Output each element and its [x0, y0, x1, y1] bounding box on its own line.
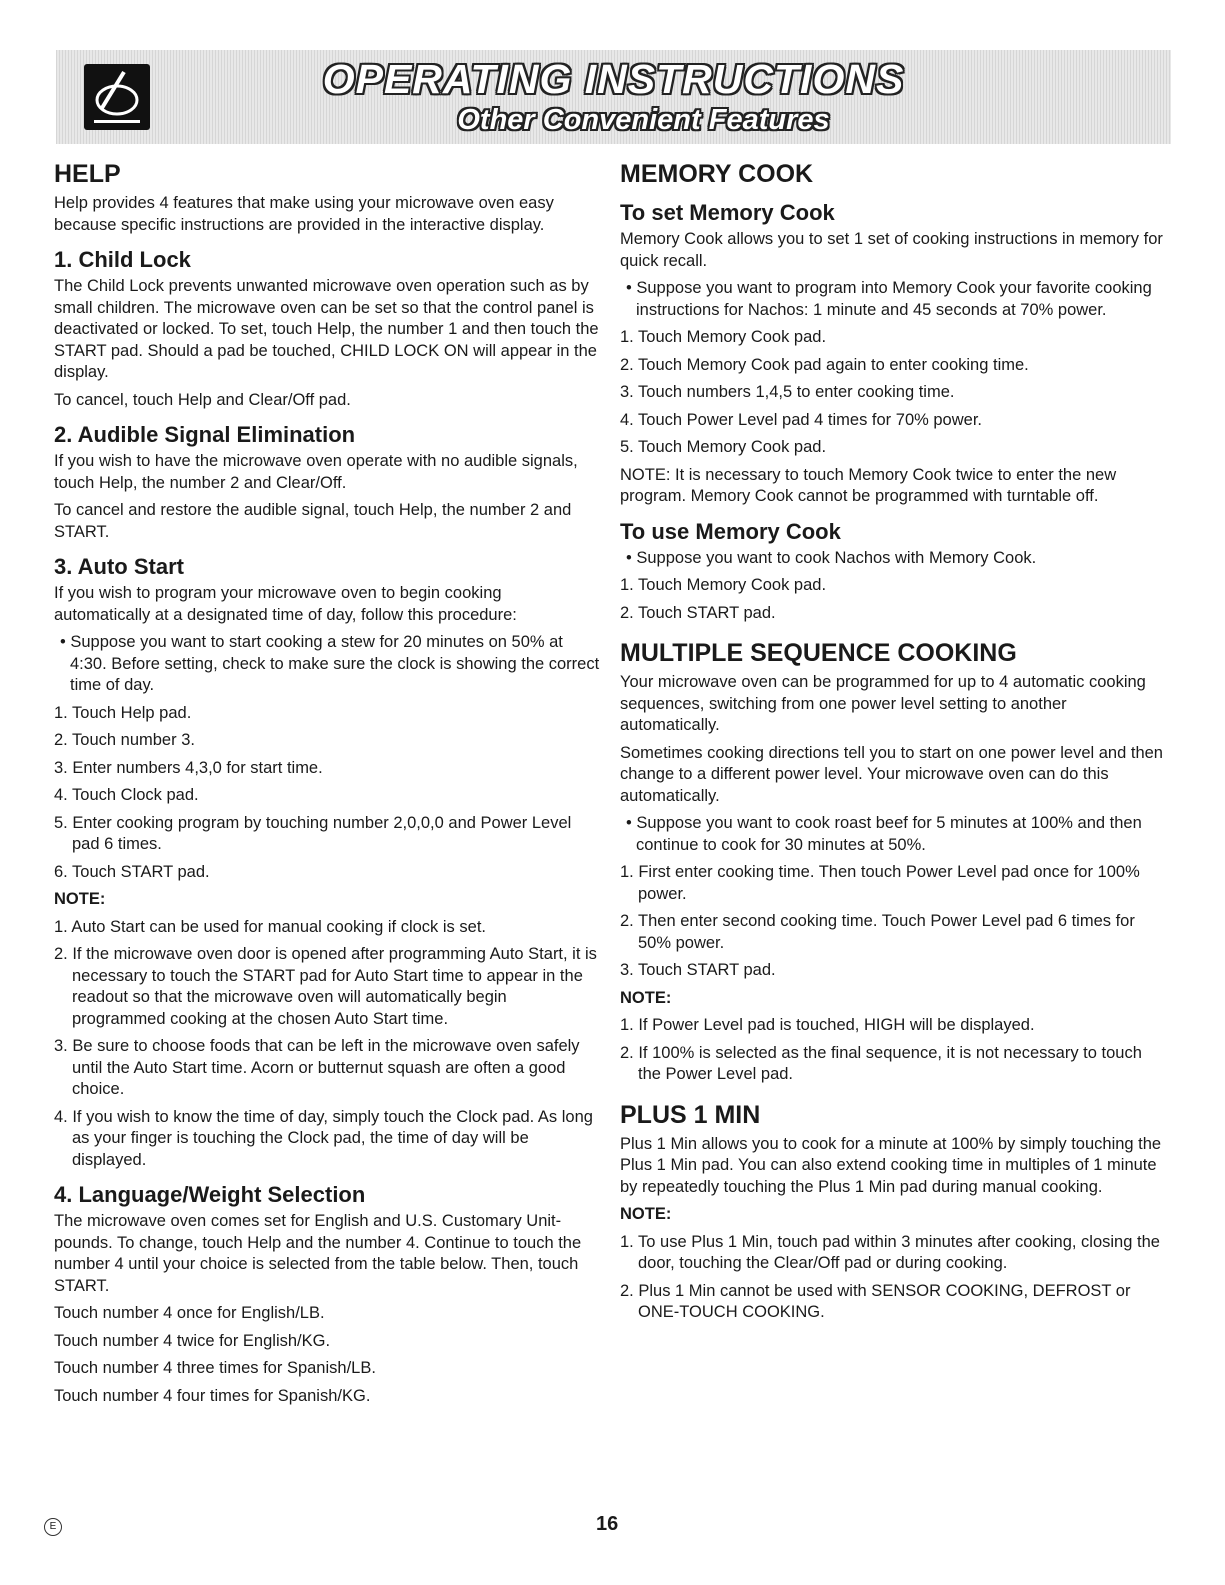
page-number: 16 — [596, 1513, 619, 1535]
set-memory-example: • Suppose you want to program into Memory Cook your favorite cooking instructions for Nachos: 1 minute and 45 seconds at 70% power. — [626, 279, 1152, 319]
child-lock-heading: 1. Child Lock — [54, 247, 191, 272]
multiple-sequence-heading: MULTIPLE SEQUENCE COOKING — [620, 639, 1017, 667]
list-item: 5. Enter cooking program by touching number 2,0,0,0 and Power Level pad 6 times. — [54, 813, 572, 853]
note-label: NOTE: — [54, 890, 106, 908]
list-item: Touch number 4 four times for Spanish/KG. — [54, 1386, 371, 1405]
list-item: 2. If the microwave oven door is opened after programming Auto Start, it is necessary to touch the START pad for Auto Start time to appear in the readout so that the microwave oven will automatically begin programmed cooking at the chosen Auto Start time. — [54, 945, 597, 1028]
audible-cancel: To cancel and restore the audible signal, touch Help, the number 2 and START. — [54, 501, 572, 541]
language-mark-icon: E — [44, 1518, 62, 1536]
list-item: 2. Touch START pad. — [620, 603, 776, 622]
auto-start-intro: If you wish to program your microwave oven to begin cooking automatically at a designated time of day, follow this procedure: — [54, 584, 517, 624]
child-lock-text: The Child Lock prevents unwanted microwave oven operation such as by small children. The microwave oven can be set so that the control panel is deactivated or locked. To set, touch Help, the number 1 and then touch the START pad. Should a pad be touched, CHILD LOCK ON will appear in the display. — [54, 277, 599, 381]
help-heading: HELP — [54, 160, 121, 188]
use-memory-example: • Suppose you want to cook Nachos with Memory Cook. — [626, 548, 1037, 567]
audible-heading: 2. Audible Signal Elimination — [54, 422, 356, 447]
list-item: 5. Touch Memory Cook pad. — [620, 438, 827, 456]
multiple-sequence-example: • Suppose you want to cook roast beef for 5 minutes at 100% and then continue to cook for 30 minutes at 50%. — [626, 814, 1142, 854]
list-item: 4. If you wish to know the time of day, simply touch the Clock pad. As long as your finger is touching the Clock pad, the time of day will be displayed. — [54, 1107, 593, 1169]
list-item: 1. Touch Memory Cook pad. — [620, 328, 827, 346]
list-item: Touch number 4 twice for English/KG. — [54, 1331, 331, 1350]
list-item: 1. Auto Start can be used for manual cooking if clock is set. — [54, 917, 486, 936]
help-intro: Help provides 4 features that make using your microwave oven easy because specific instructions are provided in the interactive display. — [54, 194, 554, 234]
list-item: 3. Enter numbers 4,3,0 for start time. — [54, 758, 323, 777]
page-title: OPERATING INSTRUCTIONS — [322, 56, 905, 102]
audible-text: If you wish to have the microwave oven operate with no audible signals, touch Help, the number 2 and Clear/Off. — [54, 452, 578, 492]
multiple-sequence-text-2: Sometimes cooking directions tell you to start on one power level and then change to a different power level. Your microwave oven can do this automatically. — [620, 743, 1163, 805]
note-label: NOTE: — [620, 988, 672, 1007]
header-banner — [56, 50, 1171, 144]
language-text: The microwave oven comes set for English and U.S. Customary Unit-pounds. To change, touch Help and the number 4. Continue to touch the number 4 until your choice is selected from the table below. Then, touch START. — [54, 1212, 582, 1295]
list-item: 1. Touch Help pad. — [54, 703, 192, 722]
list-item: 4. Touch Power Level pad 4 times for 70% power. — [620, 410, 982, 429]
list-item: Touch number 4 once for English/LB. — [54, 1304, 325, 1322]
list-item: 4. Touch Clock pad. — [54, 786, 199, 804]
multiple-sequence-text: Your microwave oven can be programmed for up to 4 automatic cooking sequences, switching from one power level setting to another automatically. — [620, 673, 1146, 734]
page-subtitle: Other Convenient Features — [457, 104, 830, 136]
set-memory-intro: Memory Cook allows you to set 1 set of cooking instructions in memory for quick recall. — [620, 230, 1163, 270]
list-item: 3. Touch numbers 1,4,5 to enter cooking time. — [620, 383, 955, 401]
list-item: Touch number 4 three times for Spanish/LB. — [54, 1359, 376, 1377]
use-memory-heading: To use Memory Cook — [620, 518, 841, 544]
list-item: 1. Touch Memory Cook pad. — [620, 576, 827, 594]
list-item: 2. Plus 1 Min cannot be used with SENSOR COOKING, DEFROST or ONE-TOUCH COOKING. — [620, 1281, 1131, 1321]
list-item: 2. Touch number 3. — [54, 731, 195, 749]
set-memory-note: NOTE: It is necessary to touch Memory Cook twice to enter the new program. Memory Cook cannot be programmed with turntable off. — [620, 465, 1117, 505]
list-item: 6. Touch START pad. — [54, 862, 210, 881]
plus-one-min-text: Plus 1 Min allows you to cook for a minute at 100% by simply touching the Plus 1 Min pad. You can also extend cooking time in multiples of 1 minute by repeatedly touching the Plus 1 Min pad during manual cooking. — [620, 1134, 1162, 1196]
list-item: 2. Touch Memory Cook pad again to enter cooking time. — [620, 355, 1029, 374]
language-heading: 4. Language/Weight Selection — [54, 1182, 366, 1207]
set-memory-heading: To set Memory Cook — [620, 200, 835, 225]
child-lock-cancel: To cancel, touch Help and Clear/Off pad. — [54, 390, 351, 409]
right-column — [620, 157, 1168, 1330]
auto-start-heading: 3. Auto Start — [54, 554, 184, 579]
left-column — [54, 157, 600, 1413]
list-item: 2. If 100% is selected as the final sequence, it is not necessary to touch the Power Level pad. — [620, 1043, 1142, 1083]
list-item: 1. First enter cooking time. Then touch Power Level pad once for 100% power. — [620, 863, 1140, 903]
note-label: NOTE: — [620, 1205, 672, 1223]
list-item: 1. To use Plus 1 Min, touch pad within 3 minutes after cooking, closing the door, touching the Clear/Off pad or during cooking. — [620, 1232, 1160, 1272]
list-item: 2. Then enter second cooking time. Touch Power Level pad 6 times for 50% power. — [620, 912, 1135, 952]
memory-cook-heading: MEMORY COOK — [620, 160, 814, 188]
auto-start-example: • Suppose you want to start cooking a stew for 20 minutes on 50% at 4:30. Before setting, check to make sure the clock is showing the correct time of day. — [60, 633, 600, 694]
list-item: 1. If Power Level pad is touched, HIGH will be displayed. — [620, 1016, 1035, 1034]
list-item: 3. Touch START pad. — [620, 961, 776, 979]
list-item: 3. Be sure to choose foods that can be left in the microwave oven safely until the Auto Start time. Acorn or butternut squash are often a good choice. — [54, 1037, 580, 1098]
plus-one-min-heading: PLUS 1 MIN — [620, 1100, 761, 1129]
